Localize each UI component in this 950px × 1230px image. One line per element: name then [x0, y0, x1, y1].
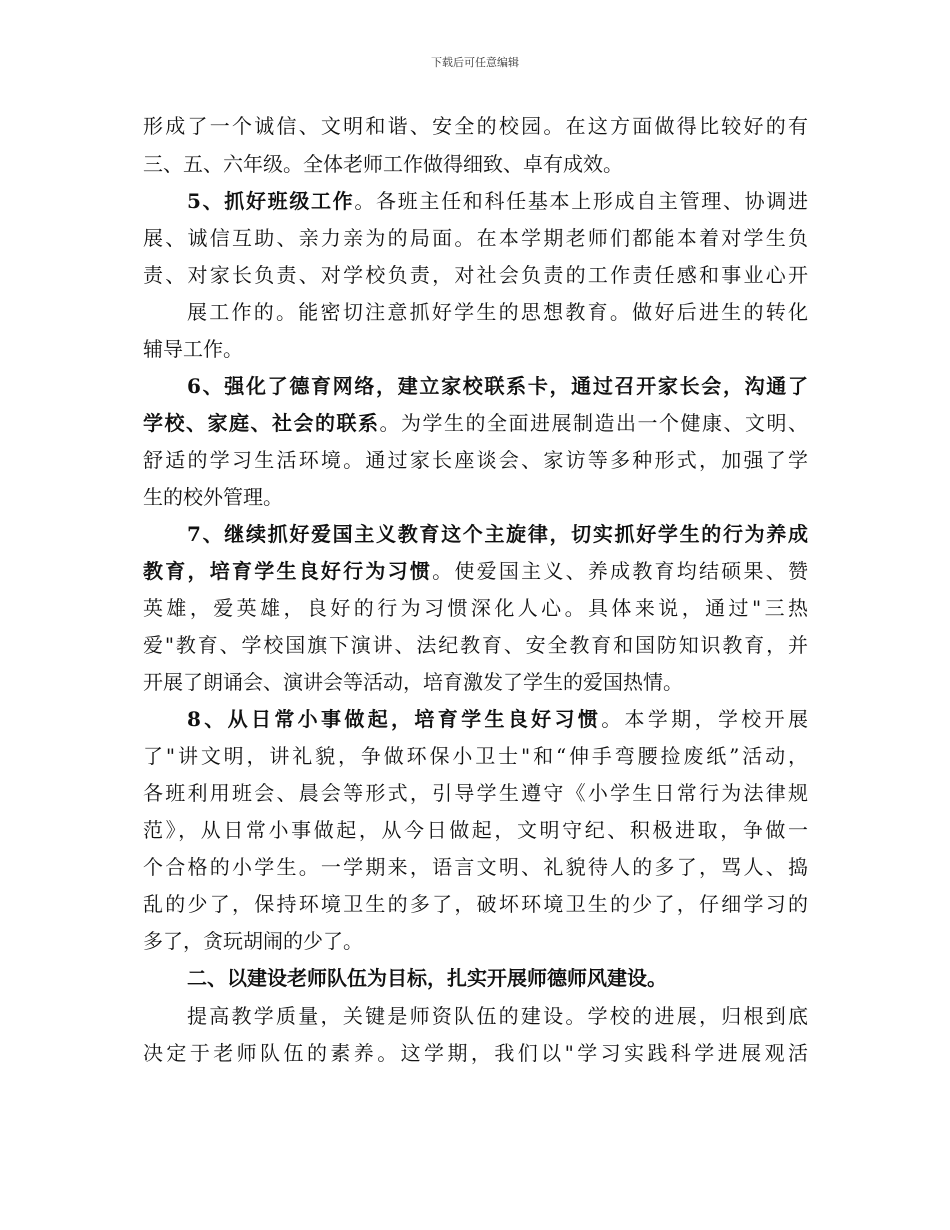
- bold-text: 7、继续抓好爱国主义教育这个主旋律，切实抓好学生的行为养成: [187, 522, 808, 546]
- text-line: [143, 337, 243, 361]
- text-line: [187, 707, 808, 731]
- text-segment: 三、五、六年级。全体老师工作做得细致、卓有成效。: [143, 152, 623, 176]
- bold-text: 学校、家庭、社会的联系: [143, 411, 380, 435]
- text-segment: 提高教学质量，关键是师资队伍的建设。学校的进展，归根到底: [187, 1004, 808, 1028]
- text-line: [187, 300, 808, 324]
- text-line: [143, 744, 808, 768]
- text-line: [187, 374, 808, 398]
- text-line: [143, 559, 808, 583]
- text-segment: 开展了朗诵会、演讲会等活动，培育激发了学生的爱国热情。: [143, 670, 683, 694]
- bold-text: 5、抓好班级工作: [187, 189, 355, 213]
- text-line: [187, 522, 808, 546]
- bold-text: 教育，培育学生良好行为习惯: [143, 559, 433, 583]
- text-segment: 辅导工作。: [143, 337, 243, 361]
- text-line: [143, 448, 808, 472]
- text-segment: 爱"教育、学校国旗下演讲、法纪教育、安全教育和国防知识教育，并: [143, 633, 808, 657]
- text-line: [143, 485, 283, 509]
- text-segment: 各班利用班会、晨会等形式，引导学生遵守《小学生日常行为法律规: [143, 781, 808, 805]
- text-segment: 责、对家长负责、对学校负责，对社会负责的工作责任感和事业心开: [143, 263, 808, 287]
- text-line: [143, 411, 808, 435]
- text-line: [143, 263, 808, 287]
- text-segment: 。本学期，学校开展: [601, 707, 808, 731]
- text-line: [143, 781, 808, 805]
- page-header: 下载后可任意编辑: [431, 56, 519, 69]
- text-line: [143, 892, 808, 916]
- text-segment: 展工作的。能密切注意抓好学生的思想教育。做好后进生的转化: [187, 300, 808, 324]
- text-line: [143, 855, 808, 879]
- text-line: [143, 226, 808, 250]
- text-segment: 生的校外管理。: [143, 485, 283, 509]
- text-line: [143, 929, 363, 953]
- text-line: [187, 1004, 808, 1028]
- text-segment: 形成了一个诚信、文明和谐、安全的校园。在这方面做得比较好的有: [143, 114, 808, 138]
- text-line: [143, 633, 808, 657]
- text-line: [143, 114, 808, 138]
- text-segment: 乱的少了，保持环境卫生的多了，破坏环境卫生的少了，仔细学习的: [143, 892, 808, 916]
- text-segment: 。为学生的全面进展制造出一个健康、文明、: [379, 411, 808, 435]
- text-segment: 舒适的学习生活环境。通过家长座谈会、家访等多种形式，加强了学: [143, 448, 808, 472]
- text-line: [143, 152, 623, 176]
- text-line: [143, 596, 808, 620]
- text-segment: 。使爱国主义、养成教育均结硕果、赞: [432, 559, 809, 583]
- text-segment: 多了，贪玩胡闹的少了。: [143, 929, 363, 953]
- text-segment: 决定于老师队伍的素养。这学期，我们以"学习实践科学进展观活: [143, 1041, 808, 1065]
- text-segment: 个合格的小学生。一学期来，语言文明、礼貌待人的多了，骂人、捣: [143, 855, 808, 879]
- bold-text: 6、强化了德育网络，建立家校联系卡，通过召开家长会，沟通了: [187, 374, 808, 398]
- text-line: [143, 1041, 808, 1065]
- text-segment: 展、诚信互助、亲力亲为的局面。在本学期老师们都能本着对学生负: [143, 226, 808, 250]
- text-line: [143, 670, 683, 694]
- text-segment: 。各班主任和科任基本上形成自主管理、协调进: [354, 189, 809, 213]
- text-line: [187, 189, 808, 213]
- text-segment: 了"讲文明，讲礼貌，争做环保小卫士"和“伸手弯腰捡废纸”活动，: [143, 744, 808, 768]
- text-line: [143, 818, 808, 842]
- bold-text: 二、以建设老师队伍为目标，扎实开展师德师风建设。: [187, 966, 667, 990]
- text-segment: 英雄，爱英雄，良好的行为习惯深化人心。具体来说，通过"三热: [143, 596, 808, 620]
- text-line: [187, 966, 667, 990]
- bold-text: 8、从日常小事做起，培育学生良好习惯: [187, 707, 602, 731]
- text-segment: 范》，从日常小事做起，从今日做起，文明守纪、积极进取，争做一: [143, 818, 808, 842]
